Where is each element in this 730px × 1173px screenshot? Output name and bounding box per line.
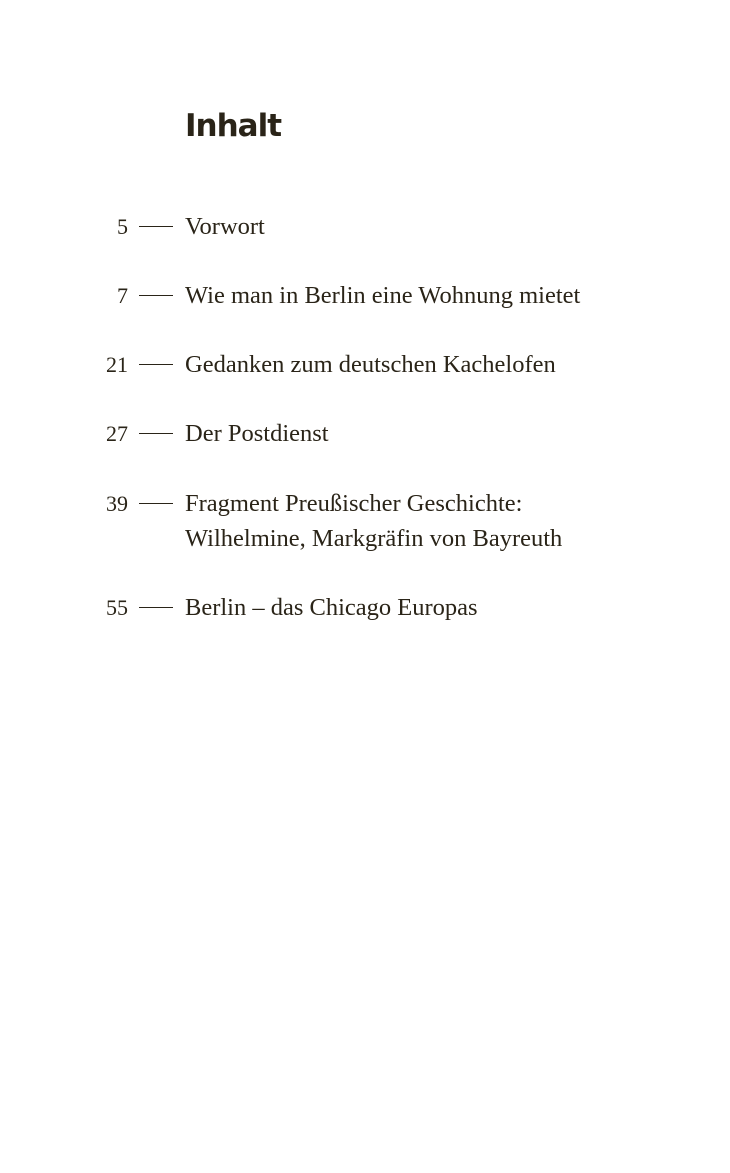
toc-dash bbox=[139, 607, 173, 608]
toc-entry-title bbox=[185, 590, 705, 625]
toc-dash bbox=[139, 226, 173, 227]
toc-entry-title-line: Wie man in Berlin eine Wohnung mietet bbox=[185, 282, 581, 309]
toc-page-number: 5 bbox=[117, 214, 128, 239]
toc-page-number: 39 bbox=[106, 491, 128, 516]
toc-entry-title bbox=[185, 486, 705, 556]
toc-page-number: 21 bbox=[106, 352, 128, 377]
toc-entry-title bbox=[185, 416, 705, 451]
toc-dash bbox=[139, 295, 173, 296]
toc-entry-title-line: Der Postdienst bbox=[185, 420, 329, 447]
toc-dash bbox=[139, 433, 173, 434]
toc-page-number: 55 bbox=[106, 595, 128, 620]
toc-page-number: 7 bbox=[117, 283, 128, 308]
toc-entry-title-line: Gedanken zum deutschen Kachelofen bbox=[185, 351, 556, 378]
toc-dash bbox=[139, 364, 173, 365]
toc-entry-title-line: Vorwort bbox=[185, 213, 265, 240]
toc-entry-title bbox=[185, 209, 705, 244]
page-title: Inhalt bbox=[185, 108, 282, 144]
toc-entry-title-line: Fragment Preußischer Geschichte: bbox=[185, 490, 523, 517]
toc-entry-title bbox=[185, 347, 705, 382]
toc-page-number: 27 bbox=[106, 421, 128, 446]
toc-entry-title-line: Wilhelmine, Markgräfin von Bayreuth bbox=[185, 525, 563, 552]
toc-entry-title bbox=[185, 278, 705, 313]
toc-entry-title-line: Berlin – das Chicago Europas bbox=[185, 594, 478, 621]
toc-dash bbox=[139, 503, 173, 504]
